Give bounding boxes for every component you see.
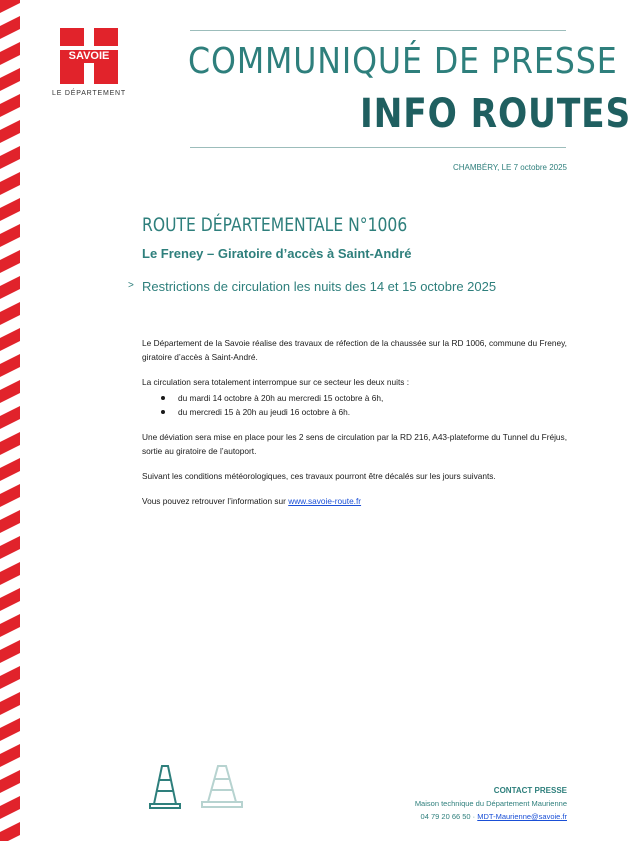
website-link[interactable]: www.savoie-route.fr <box>288 496 362 506</box>
closure-dates-list <box>142 391 567 419</box>
contact-line <box>360 810 567 823</box>
traffic-cone-icon <box>202 766 242 807</box>
savoie-logo-mark <box>60 28 118 84</box>
paragraph-info <box>142 494 567 508</box>
location-subtitle: Le Freney – Giratoire d’accès à Saint-André <box>142 246 412 261</box>
list-item: du mercredi 15 à 20h au jeudi 16 octobre à 6h. <box>178 405 567 419</box>
headline-arrow: > <box>128 280 134 291</box>
logo-subtitle: LE DÉPARTEMENT <box>52 90 126 97</box>
route-title: ROUTE DÉPARTEMENTALE N°1006 <box>142 214 408 236</box>
paragraph-detour: Une déviation sera mise en place pour les 2 sens de circulation par la RD 216, A43-plateforme du Tunnel du Fréjus, sortie au giratoire de l’autoport. <box>142 432 567 456</box>
contact-title: CONTACT PRESSE <box>493 786 567 795</box>
traffic-cone-icon <box>150 766 180 808</box>
article-body <box>142 336 567 519</box>
traffic-cones-illustration <box>148 762 248 812</box>
header-rule-bottom <box>190 147 566 148</box>
title-press-release: COMMUNIQUÉ DE PRESSE <box>188 41 618 82</box>
list-item: du mardi 14 octobre à 20h au mercredi 15 octobre à 6h, <box>178 391 567 405</box>
paragraph-intro: Le Département de la Savoie réalise des travaux de réfection de la chaussée sur la RD 1006, commune du Freney, giratoire d’accès à Saint-André. <box>142 338 567 362</box>
info-text: Vous pouvez retrouver l’information sur <box>142 496 289 506</box>
contact-phone: 04 79 20 66 50 · <box>420 812 478 821</box>
paragraph-weather: Suivant les conditions météorologiques, ces travaux pourront être décalés sur les jours suivants. <box>142 471 496 481</box>
paragraph-closure: La circulation sera totalement interrompue sur ce secteur les deux nuits : <box>142 377 410 387</box>
title-info-routes: INFO ROUTES <box>360 91 631 137</box>
logo-name: SAVOIE <box>60 50 118 63</box>
hazard-stripe-border <box>0 0 20 841</box>
contact-organization: Maison technique du Département Maurienne <box>414 799 567 808</box>
press-contact <box>360 784 567 823</box>
header-rule-top <box>190 30 566 31</box>
headline: Restrictions de circulation les nuits des 14 et 15 octobre 2025 <box>142 279 497 294</box>
dateline: CHAMBÉRY, LE 7 octobre 2025 <box>453 163 567 172</box>
contact-email-link[interactable]: MDT-Maurienne@savoie.fr <box>477 812 567 821</box>
